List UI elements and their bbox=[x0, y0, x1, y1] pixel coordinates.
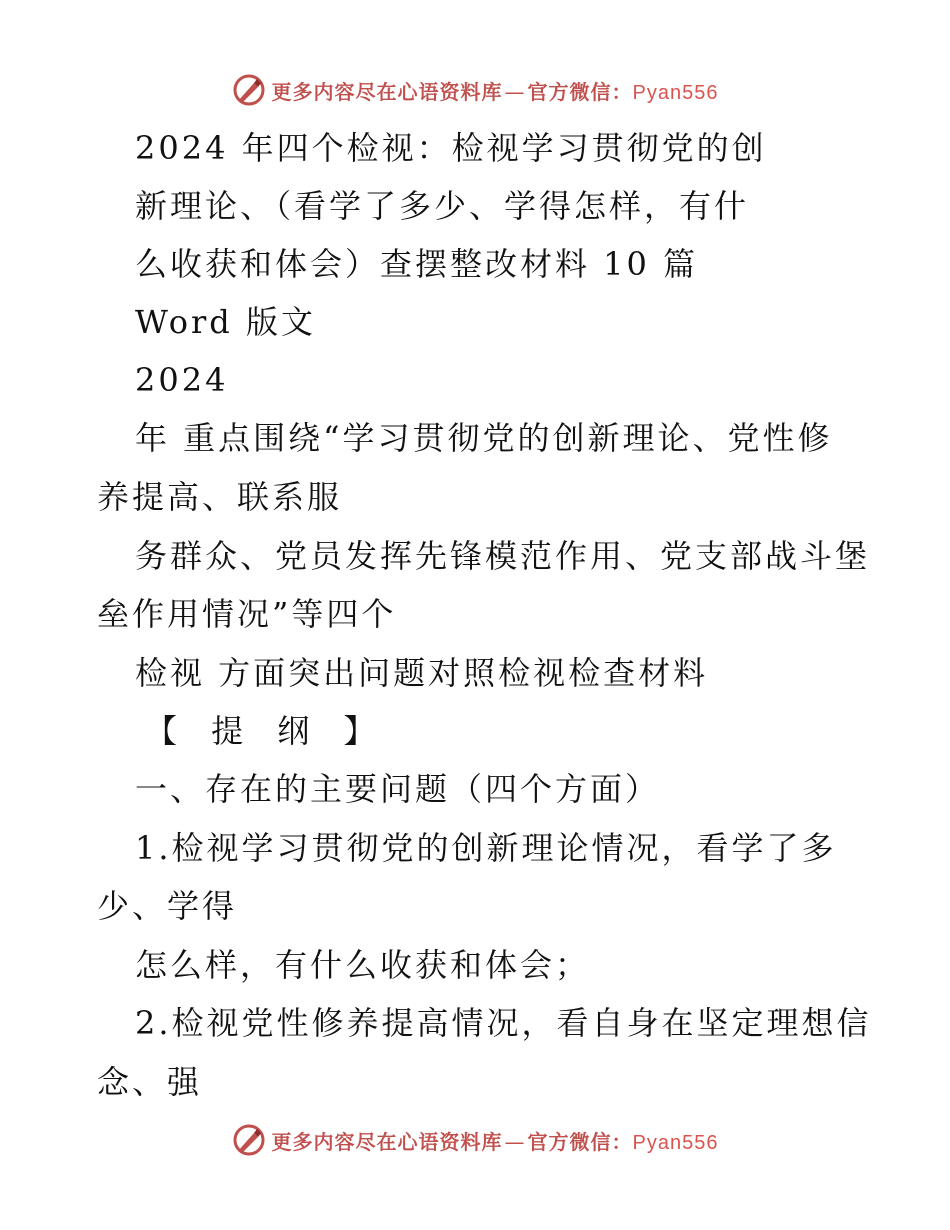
banner-wechat-label: 官方微信： bbox=[527, 1129, 633, 1154]
doc-line: Word 版文 bbox=[135, 303, 316, 341]
doc-line: 么收获和体会）查摆整改材料 10 篇 bbox=[135, 245, 699, 283]
banner-main-text: 更多内容尽在心语资料库 bbox=[271, 79, 503, 104]
banner-main-text: 更多内容尽在心语资料库 bbox=[271, 1129, 503, 1154]
banner-separator: — bbox=[504, 1129, 526, 1154]
doc-line: 新理论、（看学了多少、学得怎样，有什 bbox=[135, 187, 750, 225]
banner-separator: — bbox=[504, 79, 526, 104]
section-heading: 一、存在的主要问题（四个方面） bbox=[135, 770, 661, 808]
footer-banner bbox=[0, 1120, 950, 1160]
banner-wechat-id: Pyan556 bbox=[632, 81, 719, 104]
pen-circle-logo-icon bbox=[232, 1123, 266, 1157]
doc-line: 垒作用情况”等四个 bbox=[97, 595, 397, 633]
doc-line: 怎么样，有什么收获和体会； bbox=[135, 946, 591, 984]
doc-line: 务群众、党员发挥先锋模范作用、党支部战斗堡 bbox=[135, 537, 871, 575]
banner-wechat-label: 官方微信： bbox=[527, 79, 633, 104]
banner-wechat-id: Pyan556 bbox=[632, 1131, 719, 1154]
doc-line: 念、强 bbox=[97, 1063, 203, 1101]
banner-text bbox=[272, 76, 719, 105]
doc-line: 2.检视党性修养提高情况，看自身在坚定理想信 bbox=[135, 1004, 872, 1042]
doc-line: 2024 年四个检视：检视学习贯彻党的创 bbox=[135, 129, 767, 167]
pen-circle-logo-icon bbox=[232, 73, 266, 107]
doc-line: 养提高、联系服 bbox=[97, 478, 343, 516]
doc-line: 检视 方面突出问题对照检视检查材料 bbox=[135, 654, 709, 692]
doc-line: 年 重点围绕“学习贯彻党的创新理论、党性修 bbox=[135, 419, 833, 457]
doc-line: 少、学得 bbox=[97, 887, 238, 925]
doc-line: 1.检视学习贯彻党的创新理论情况，看学了多 bbox=[135, 829, 837, 867]
doc-line: 2024 bbox=[135, 361, 229, 399]
header-banner bbox=[0, 70, 950, 110]
outline-heading: 【 提 纲 】 bbox=[145, 712, 388, 750]
banner-text bbox=[272, 1126, 719, 1155]
